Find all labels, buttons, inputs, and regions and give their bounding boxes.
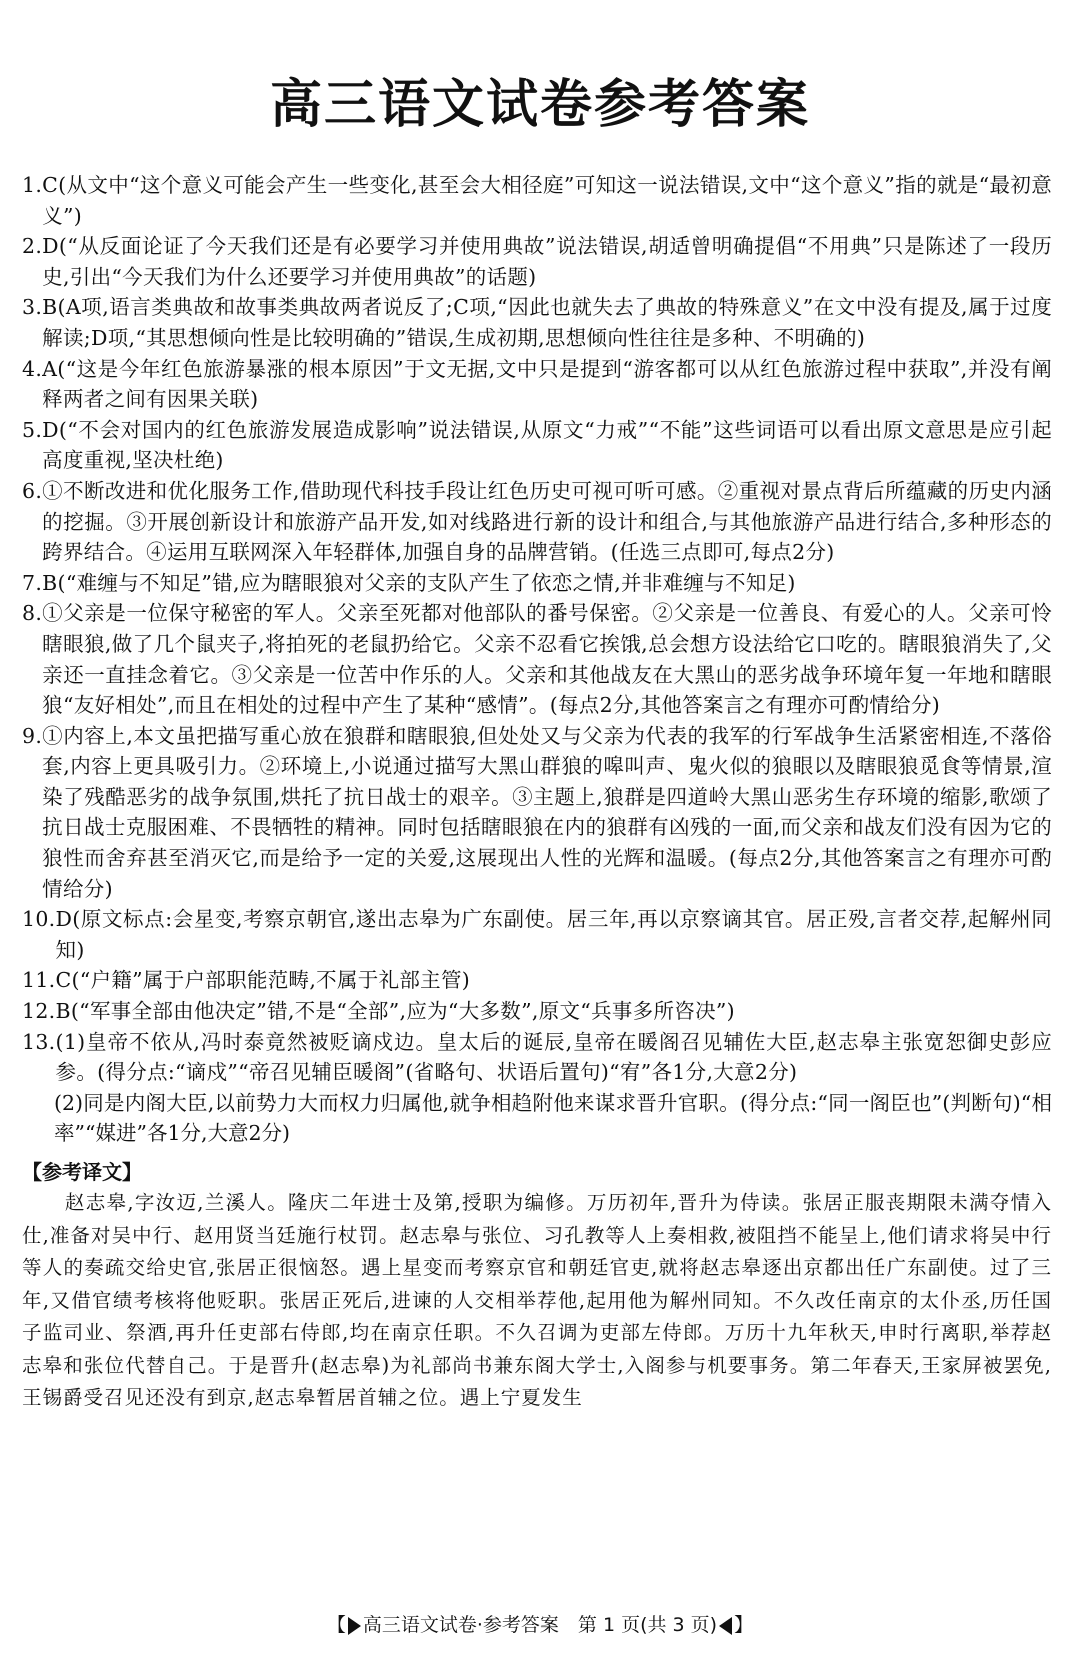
reference-translation-heading: 【参考译文】 (22, 1160, 142, 1184)
answer-item-4 (22, 354, 1052, 415)
answer-number: 8. (22, 601, 43, 626)
footer-text: 高三语文试卷·参考答案 第 1 页(共 3 页) (362, 1614, 718, 1636)
answer-13-part-2: (2)同是内阁大臣,以前势力大而权力归属他,就争相趋附他来谋求晋升官职。(得分点:“同一阁臣也”(判断句)“相率”“媒进”各1分,大意2分) (54, 1090, 1052, 1146)
answer-text: C(从文中“这个意义可能会产生一些变化,甚至会大相径庭”可知这一说法错误,文中“这个意义”指的就是“最初意义”) (42, 173, 1052, 228)
answer-text: D(原文标点:会星变,考察京朝官,遂出志皋为广东副使。居三年,再以京察谪其官。居正殁,言者交荐,起解州同知) (55, 907, 1052, 962)
answer-number: 10. (22, 907, 56, 932)
page-footer: 【 高三语文试卷·参考答案 第 1 页(共 3 页) 】 (326, 1614, 754, 1636)
answer-number: 11. (22, 968, 56, 993)
answer-text: B(A项,语言类典故和故事类典故两者说反了;C项,“因此也就失去了典故的特殊意义”在文中没有提及,属于过度解读;D项,“其思想倾向性是比较明确的”错误,生成初期,思想倾向性往往是多种、不明确的) (42, 295, 1052, 350)
answer-item-1 (22, 170, 1052, 231)
answer-text: B(“军事全部由他决定”错,不是“全部”,应为“大多数”,原文“兵事多所咨决”) (55, 999, 735, 1024)
answer-text: ①父亲是一位保守秘密的军人。父亲至死都对他部队的番号保密。②父亲是一位善良、有爱心的人。父亲可怜瞎眼狼,做了几个鼠夹子,将拍死的老鼠扔给它。父亲不忍看它挨饿,总会想方设法给它口吃的。瞎眼狼消失了,父亲还一直挂念着它。③父亲是一位苦中作乐的人。父亲和其他战友在大黑山的恶劣战争环境年复一年地和瞎眼狼“友好相处”,而且在相处的过程中产生了某种“感情”。(每点2分,其他答案言之有理亦可酌情给分) (42, 601, 1052, 718)
answer-item-3 (22, 292, 1052, 353)
answer-number: 12. (22, 999, 56, 1024)
answer-list (22, 170, 1052, 1415)
triangle-right-icon (348, 1617, 361, 1635)
answer-item-10 (22, 904, 1052, 965)
answer-item-6 (22, 476, 1052, 568)
answer-text: B(“难缠与不知足”错,应为瞎眼狼对父亲的支队产生了依恋之情,并非难缠与不知足) (42, 570, 796, 595)
answer-text: D(“不会对国内的红色旅游发展造成影响”说法错误,从原文“力戒”“不能”这些词语可以看出原文意思是应引起高度重视,坚决杜绝) (42, 417, 1052, 473)
answer-item-9 (22, 721, 1052, 905)
answer-item-11 (22, 965, 1052, 996)
answer-text: ①不断改进和优化服务工作,借助现代科技手段让红色历史可视可听可感。②重视对景点背后所蕴藏的历史内涵的挖掘。③开展创新设计和旅游产品开发,如对线路进行新的设计和组合,与其他旅游产品进行结合,多种形态的跨界结合。④运用互联网深入年轻群体,加强自身的品牌营销。(任选三点即可,每点2分) (42, 478, 1052, 565)
answer-number: 13. (22, 1029, 56, 1054)
answer-text: D(“从反面论证了今天我们还是有必要学习并使用典故”说法错误,胡适曾明确提倡“不用典”只是陈述了一段历史,引出“今天我们为什么还要学习并使用典故”的话题) (42, 234, 1052, 289)
reference-translation-text: 赵志皋,字汝迈,兰溪人。隆庆二年进士及第,授职为编修。万历初年,晋升为侍读。张居正服丧期限未满夺情入仕,准备对吴中行、赵用贤当廷施行杖罚。赵志皋与张位、习孔教等人上奏相救,被阻挡不能呈上,他们请求将吴中行等人的奏疏交给史官,张居正很恼怒。遇上星变而考察京官和朝廷官吏,就将赵志皋逐出京都出任广东副使。过了三年,又借官绩考核将他贬职。张居正死后,进谏的人交相举荐他,起用他为解州同知。不久改任南京的太仆丞,历任国子监司业、祭酒,再升任吏部右侍郎,均在南京任职。不久召调为吏部左侍郎。万历十九年秋天,申时行离职,举荐赵志皋和张位代替自己。于是晋升(赵志皋)为礼部尚书兼东阁大学士,入阁参与机要事务。第二年春天,王家屏被罢免,王锡爵受召见还没有到京,赵志皋暂居首辅之位。遇上宁夏发生 (22, 1191, 1052, 1409)
answer-text: ①内容上,本文虽把描写重心放在狼群和瞎眼狼,但处处又与父亲为代表的我军的行军战争生活紧密相连,不落俗套,内容上更具吸引力。②环境上,小说通过描写大黑山群狼的嗥叫声、鬼火似的狼眼以及瞎眼狼觅食等情景,渲染了残酷恶劣的战争氛围,烘托了抗日战士的艰辛。③主题上,狼群是四道岭大黑山恶劣生存环境的缩影,歌颂了抗日战士克服困难、不畏牺牲的精神。同时包括瞎眼狼在内的狼群有凶残的一面,而父亲和战友们没有因为它的狼性而舍弃甚至消灭它,而是给予一定的关爱,这展现出人性的光辉和温暖。(每点2分,其他答案言之有理亦可酌情给分) (42, 723, 1052, 901)
answer-number: 9. (22, 723, 43, 748)
answer-text: A(“这是今年红色旅游暴涨的根本原因”于文无据,文中只是提到“游客都可以从红色旅游过程中获取”,并没有阐释两者之间有因果关联) (42, 356, 1052, 412)
answer-number: 6. (22, 478, 43, 503)
answer-item-8 (22, 598, 1052, 720)
answer-text: C(“户籍”属于户部职能范畴,不属于礼部主管) (55, 968, 471, 993)
answer-text: (1)皇帝不依从,冯时泰竟然被贬谪戍边。皇太后的诞辰,皇帝在暖阁召见辅佐大臣,赵志皋主张宽恕御史彭应参。(得分点:“谪戍”“帝召见辅臣暖阁”(省略句、状语后置句)“宥”各1分,大意2分) (55, 1029, 1052, 1085)
answer-number: 1. (22, 173, 43, 197)
answer-number: 4. (22, 356, 43, 381)
answer-item-2 (22, 231, 1052, 292)
answer-item-7 (22, 568, 1052, 599)
answer-number: 5. (22, 417, 43, 442)
answer-item-13 (22, 1027, 1052, 1088)
answer-number: 7. (22, 570, 43, 595)
triangle-left-icon (719, 1617, 732, 1635)
answer-number: 3. (22, 295, 43, 320)
answer-number: 2. (22, 234, 43, 259)
answer-item-12 (22, 996, 1052, 1027)
answer-item-5 (22, 415, 1052, 476)
page-title: 高三语文试卷参考答案 (269, 74, 810, 135)
